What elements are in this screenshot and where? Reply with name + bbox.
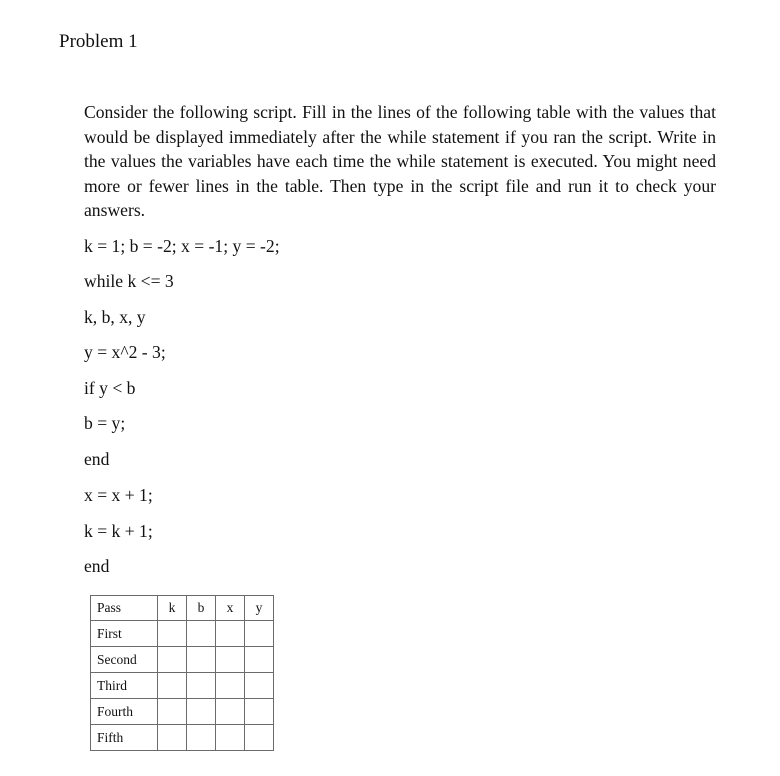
code-line-k-increment: k = k + 1; xyxy=(84,521,153,541)
cell-b[interactable] xyxy=(187,699,216,725)
code-line-display: k, b, x, y xyxy=(84,307,146,327)
code-line-end-if: end xyxy=(84,449,110,469)
table-row xyxy=(91,621,274,647)
instructions-paragraph: Consider the following script. Fill in the lines of the following table with the values that would be displayed immediately after the while statement if you ran the script. Write in the values the variables have each time the while statement is executed. You might need more or fewer lines in the table. Then type in the script file and run it to check your answers. xyxy=(84,102,716,220)
cell-b[interactable] xyxy=(187,725,216,751)
code-line-y-assign: y = x^2 - 3; xyxy=(84,342,166,362)
cell-k[interactable] xyxy=(158,725,187,751)
cell-x[interactable] xyxy=(216,699,245,725)
code-line-if: if y < b xyxy=(84,378,136,398)
code-line-end-while: end xyxy=(84,556,110,576)
row-label-fifth: Fifth xyxy=(91,725,158,751)
code-line-x-increment: x = x + 1; xyxy=(84,485,153,505)
table-row xyxy=(91,647,274,673)
cell-k[interactable] xyxy=(158,621,187,647)
row-label-first: First xyxy=(91,621,158,647)
header-b: b xyxy=(187,596,216,621)
code-line-while: while k <= 3 xyxy=(84,271,174,291)
cell-y[interactable] xyxy=(245,673,274,699)
cell-k[interactable] xyxy=(158,699,187,725)
row-label-fourth: Fourth xyxy=(91,699,158,725)
header-pass: Pass xyxy=(91,596,158,621)
cell-b[interactable] xyxy=(187,621,216,647)
cell-x[interactable] xyxy=(216,673,245,699)
cell-x[interactable] xyxy=(216,647,245,673)
row-label-second: Second xyxy=(91,647,158,673)
table-row xyxy=(91,725,274,751)
code-line-b-assign: b = y; xyxy=(84,413,126,433)
table-row xyxy=(91,673,274,699)
cell-x[interactable] xyxy=(216,621,245,647)
header-x: x xyxy=(216,596,245,621)
cell-y[interactable] xyxy=(245,725,274,751)
cell-b[interactable] xyxy=(187,673,216,699)
cell-y[interactable] xyxy=(245,621,274,647)
cell-y[interactable] xyxy=(245,699,274,725)
problem-title: Problem 1 xyxy=(59,31,138,52)
code-line-init: k = 1; b = -2; x = -1; y = -2; xyxy=(84,236,280,256)
cell-x[interactable] xyxy=(216,725,245,751)
cell-y[interactable] xyxy=(245,647,274,673)
cell-b[interactable] xyxy=(187,647,216,673)
table-row xyxy=(91,699,274,725)
pass-table xyxy=(90,595,274,751)
cell-k[interactable] xyxy=(158,673,187,699)
header-y: y xyxy=(245,596,274,621)
table-header-row xyxy=(91,596,274,621)
row-label-third: Third xyxy=(91,673,158,699)
header-k: k xyxy=(158,596,187,621)
cell-k[interactable] xyxy=(158,647,187,673)
